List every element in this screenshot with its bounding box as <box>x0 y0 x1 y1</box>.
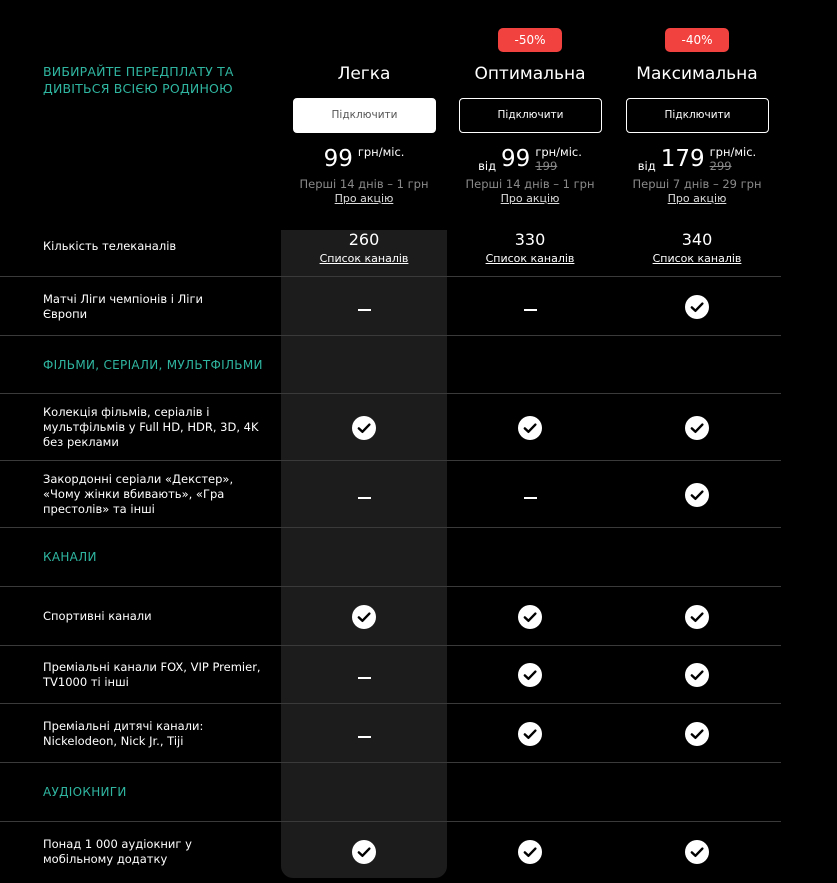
feature-label: Спортивні канали <box>43 609 152 623</box>
feature-label: Колекція фільмів, серіалів і мультфільмів у Full HD, HDR, 3D, 4K без реклами <box>43 405 259 449</box>
feature-not-included <box>281 306 447 308</box>
feature-not-included <box>281 674 447 676</box>
feature-row <box>0 461 781 528</box>
section-title: АУДІОКНИГИ <box>43 785 127 799</box>
check-circle-icon <box>518 663 542 687</box>
dash-icon <box>524 497 537 499</box>
feature-row <box>0 704 781 763</box>
price-prefix: від <box>478 159 497 173</box>
page-heading: ВИБИРАЙТЕ ПЕРЕДПЛАТУ ТА ДИВІТЬСЯ ВСІЄЮ РОДИНОЮ <box>43 64 234 96</box>
subscribe-button[interactable]: Підключити <box>293 98 436 133</box>
old-price: 299 <box>709 159 732 173</box>
feature-included <box>614 295 780 319</box>
check-circle-icon <box>685 416 709 440</box>
channel-list-link[interactable]: Список каналів <box>319 252 409 265</box>
feature-label: Преміальні канали FOX, VIP Premier, TV1000 ті інші <box>43 660 261 689</box>
feature-included <box>281 416 447 440</box>
plan-card-1 <box>281 28 447 218</box>
check-circle-icon <box>685 295 709 319</box>
section-header-row <box>0 763 781 822</box>
plan-name: Легка <box>337 64 391 84</box>
feature-included <box>447 605 613 629</box>
promo-text: Перші 14 днів – 1 грн <box>465 177 595 191</box>
section-title: КАНАЛИ <box>43 550 97 564</box>
check-circle-icon <box>352 840 376 864</box>
feature-included <box>614 605 780 629</box>
feature-included <box>614 840 780 864</box>
feature-included <box>447 722 613 746</box>
channel-count-cell <box>281 231 447 265</box>
check-circle-icon <box>518 722 542 746</box>
check-circle-icon <box>352 416 376 440</box>
feature-not-included <box>447 494 613 496</box>
check-circle-icon <box>685 605 709 629</box>
price-value: 99 <box>501 146 531 172</box>
feature-not-included <box>447 306 613 308</box>
price-unit-group <box>535 145 582 173</box>
check-circle-icon <box>518 605 542 629</box>
promo-text: Перші 14 днів – 1 грн <box>299 177 429 191</box>
price-group <box>324 143 405 173</box>
price-group <box>478 143 582 173</box>
discount-badge: -40% <box>665 28 729 52</box>
plan-name: Оптимальна <box>474 64 586 84</box>
check-circle-icon <box>685 840 709 864</box>
plan-name: Максимальна <box>636 64 758 84</box>
promo-text: Перші 7 днів – 29 грн <box>632 177 762 191</box>
check-circle-icon <box>352 605 376 629</box>
dash-icon <box>524 309 537 311</box>
feature-label: Преміальні дитячі канали: Nickelodeon, Nick Jr., Tiji <box>43 718 204 748</box>
channel-count: 330 <box>514 230 546 249</box>
feature-included <box>447 416 613 440</box>
dash-icon <box>358 497 371 499</box>
row-label: Кількість телеканалів <box>43 239 177 253</box>
discount-badge: -50% <box>498 28 562 52</box>
subscribe-button[interactable]: Підключити <box>459 98 602 133</box>
feature-included <box>614 663 780 687</box>
feature-not-included <box>281 733 447 735</box>
dash-icon <box>358 309 371 311</box>
section-header-row <box>0 336 781 394</box>
plan-price <box>614 143 780 177</box>
channel-count: 340 <box>681 230 713 249</box>
check-circle-icon <box>518 840 542 864</box>
price-value: 179 <box>660 146 705 172</box>
feature-included <box>614 416 780 440</box>
feature-label: Матчі Ліги чемпіонів і Ліги Європи <box>43 291 203 321</box>
price-unit-group <box>358 145 405 159</box>
feature-not-included <box>281 494 447 496</box>
feature-row <box>0 587 781 646</box>
dash-icon <box>358 677 371 679</box>
check-circle-icon <box>685 722 709 746</box>
check-circle-icon <box>685 663 709 687</box>
feature-row <box>0 646 781 704</box>
promo-details-link[interactable]: Про акцію <box>500 192 560 205</box>
subscribe-button[interactable]: Підключити <box>626 98 769 133</box>
feature-included <box>614 483 780 507</box>
feature-included <box>447 840 613 864</box>
channel-list-link[interactable]: Список каналів <box>652 252 742 265</box>
dash-icon <box>358 736 371 738</box>
price-prefix: від <box>637 159 656 173</box>
section-header-row <box>0 528 781 587</box>
price-group <box>638 143 756 173</box>
channel-count-cell <box>614 231 780 265</box>
price-value: 99 <box>323 146 353 172</box>
feature-row <box>0 822 781 881</box>
feature-included <box>614 722 780 746</box>
price-unit: грн/міс. <box>357 145 405 159</box>
feature-included <box>281 605 447 629</box>
promo-details-link[interactable]: Про акцію <box>334 192 394 205</box>
feature-included <box>281 840 447 864</box>
feature-row <box>0 394 781 461</box>
check-circle-icon <box>685 483 709 507</box>
old-price: 199 <box>535 159 558 173</box>
check-circle-icon <box>518 416 542 440</box>
price-unit: грн/міс. <box>709 145 757 159</box>
feature-included <box>447 663 613 687</box>
plan-card-2 <box>447 28 613 218</box>
plan-price <box>447 143 613 177</box>
price-unit-group <box>710 145 757 173</box>
plan-card-3 <box>614 28 780 218</box>
feature-label: Понад 1 000 аудіокниг у мобільному додатку <box>43 836 192 866</box>
price-unit: грн/міс. <box>535 145 582 159</box>
feature-row <box>0 277 781 336</box>
channel-count-cell <box>447 231 613 265</box>
section-title: ФІЛЬМИ, СЕРІАЛИ, МУЛЬТФІЛЬМИ <box>43 357 263 372</box>
channel-list-link[interactable]: Список каналів <box>485 252 575 265</box>
promo-details-link[interactable]: Про акцію <box>667 192 727 205</box>
plan-price <box>281 143 447 177</box>
channel-count-row <box>0 230 781 277</box>
channel-count: 260 <box>348 230 380 249</box>
feature-label: Закордонні серіали «Декстер», «Чому жінки вбивають», «Гра престолів» та інші <box>43 472 234 516</box>
